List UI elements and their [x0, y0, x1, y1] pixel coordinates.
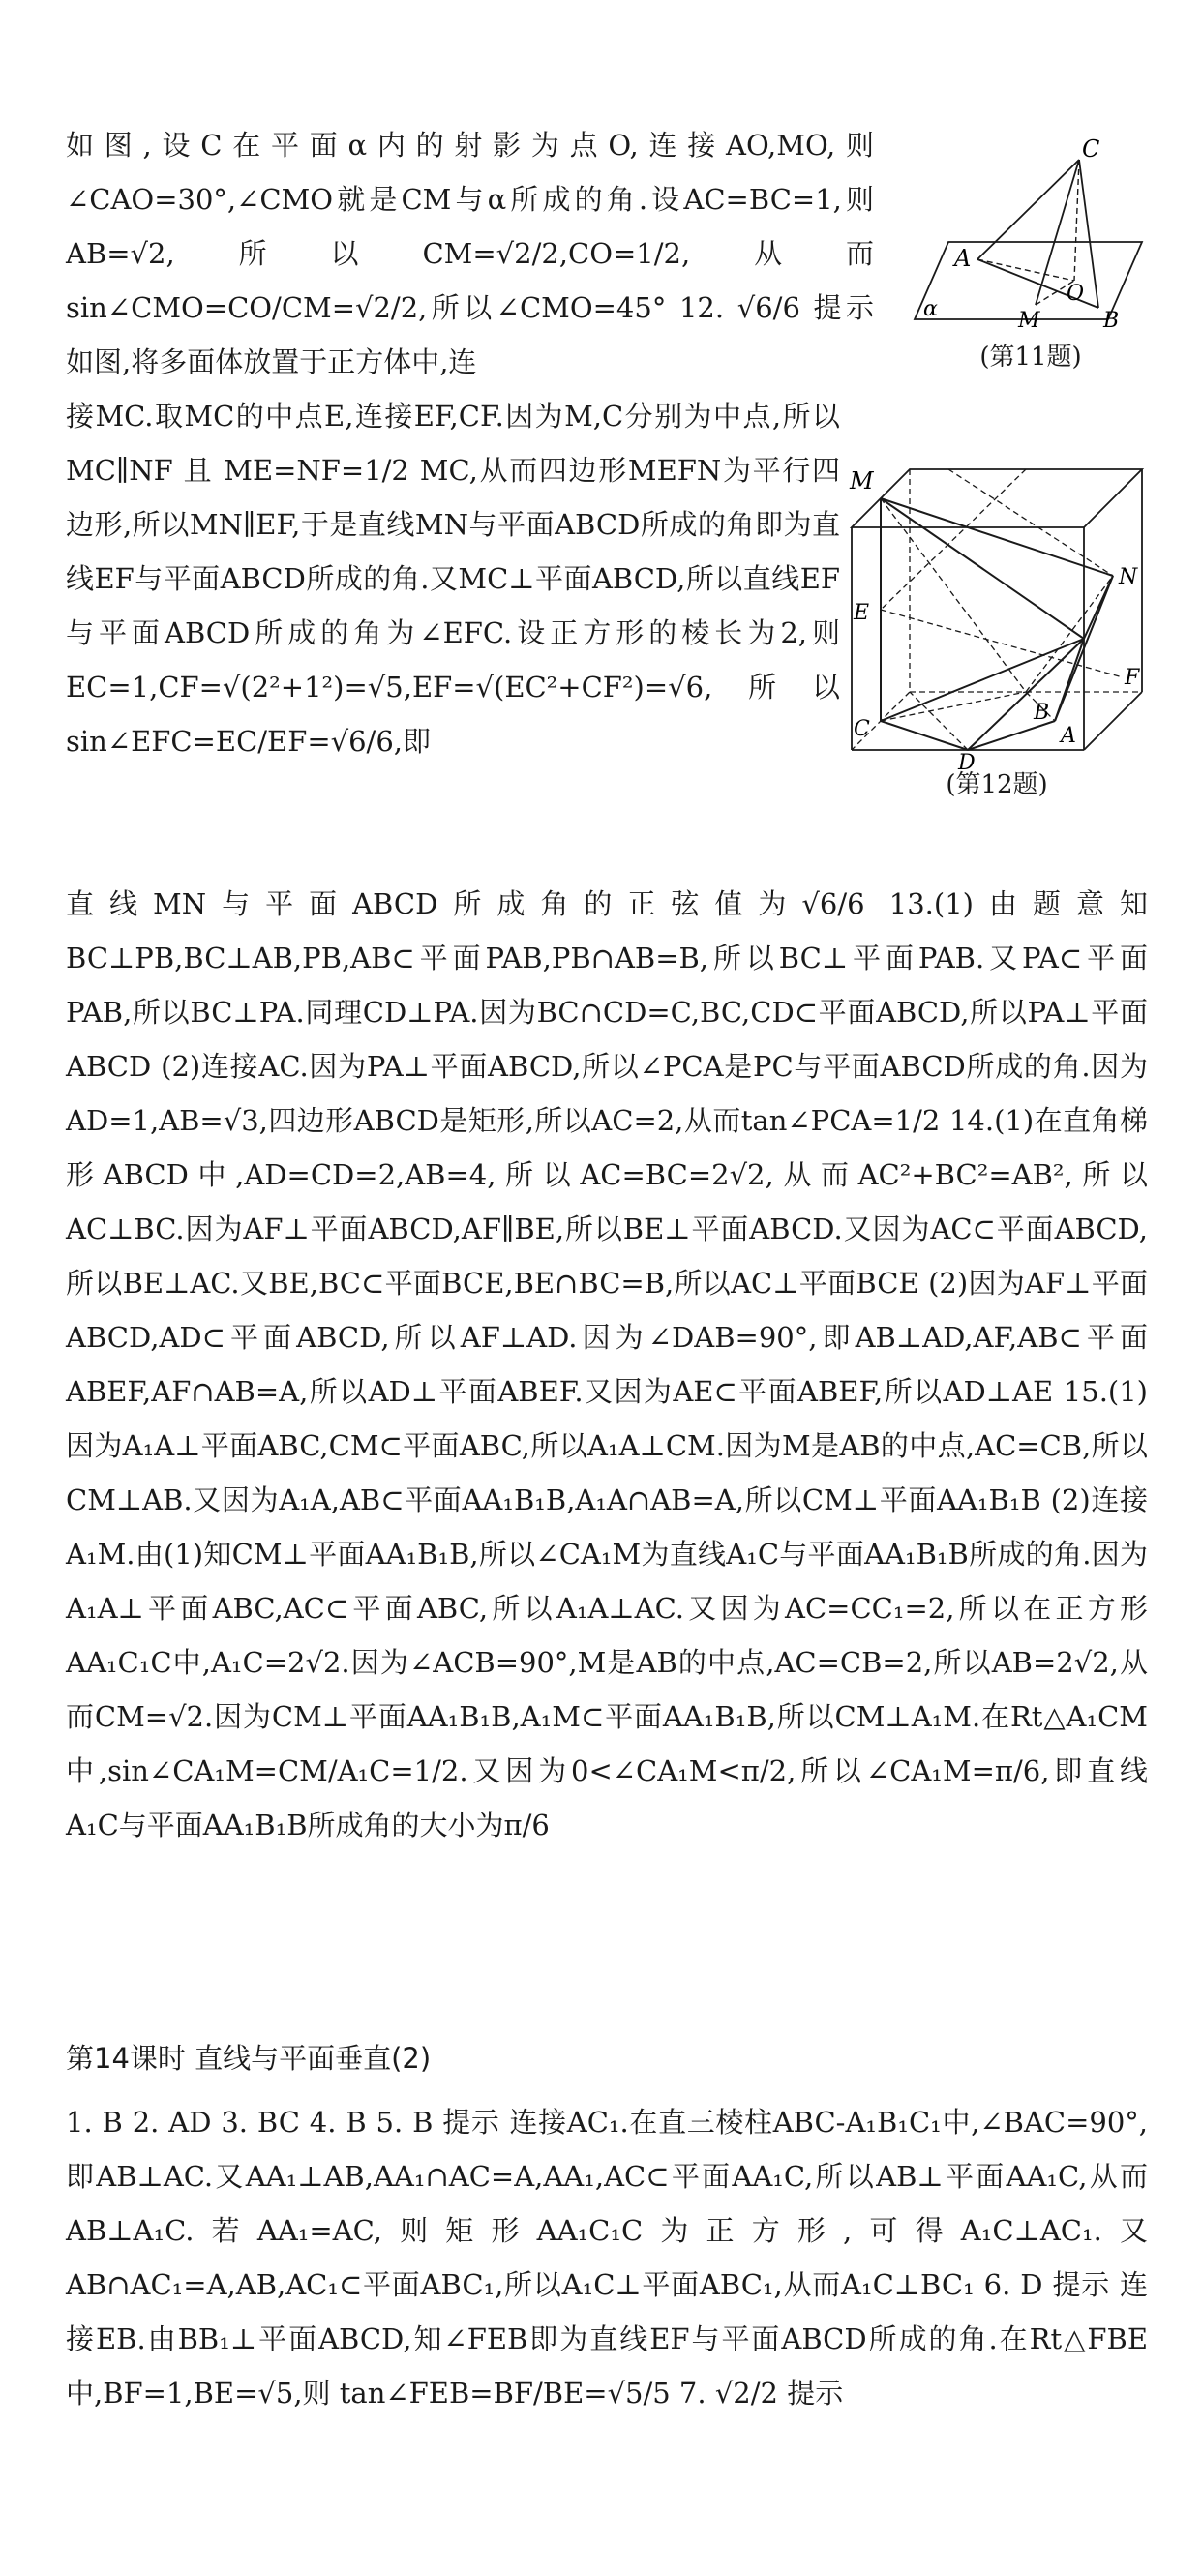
figure-12-caption: (第12题) — [946, 770, 1048, 799]
label-F: F — [1125, 666, 1140, 690]
label-C: C — [854, 717, 870, 741]
label-A: A — [1061, 724, 1076, 748]
solution-12-text: 接MC.取MC的中点E,连接EF,CF.因为M,C分别为中点,所以 MC∥NF 且 ME=NF=1/2 MC,从而四边形MEFN为平行四边形,所以MN∥EF,于是直线MN与平面ABCD所成的角即为直线EF与平面ABCD所成的角.又MC⊥平面ABCD,所以直线EF与平面ABCD所成的角为∠EFC.设正方形的棱长为2,则EC=1,CF=√(2²+1²)=√5,EF=√(EC²+CF²)=√6,所以 sin∠EFC=EC/EF=√6/6,即 — [66, 400, 840, 758]
lesson-heading: 第14课时 直线与平面垂直(2) — [66, 2042, 432, 2075]
label-O: O — [1067, 282, 1085, 306]
label-B: B — [1103, 309, 1120, 329]
figure-11 — [910, 135, 1152, 329]
label-N: N — [1119, 565, 1138, 589]
label-M: M — [1018, 309, 1040, 329]
label-D: D — [958, 751, 976, 769]
label-A: A — [954, 245, 972, 272]
figure-11-caption: (第11题) — [979, 343, 1082, 372]
lesson-14-answers-text: 1. B 2. AD 3. BC 4. B 5. B 提示 连接AC₁.在直三棱柱ABC-A₁B₁C₁中,∠BAC=90°,即AB⊥AC.又AA₁⊥AB,AA₁∩AC=A,AA₁,AC⊂平面AA₁C,所以AB⊥平面AA₁C,从而AB⊥A₁C.若AA₁=AC,则矩形AA₁C₁C为正方形,可得A₁C⊥AC₁.又AB∩AC₁=A,AB,AC₁⊂平面ABC₁,所以A₁C⊥平面ABC₁,从而A₁C⊥BC₁ 6. D 提示 连接EB.由BB₁⊥平面ABCD,知∠FEB即为直线EF与平面ABCD所成的角.在Rt△FBE中,BF=1,BE=√5,则 tan∠FEB=BF/BE=√5/5 7. √2/2 提示 — [66, 2106, 1148, 2410]
label-M: M — [850, 467, 874, 494]
label-C: C — [1082, 135, 1100, 163]
label-B: B — [1034, 701, 1050, 725]
label-E: E — [854, 601, 870, 625]
solution-13-15-text: 直线MN与平面ABCD所成角的正弦值为√6/6 13.(1)由题意知BC⊥PB,BC⊥AB,PB,AB⊂平面PAB,PB∩AB=B,所以BC⊥平面PAB.又PA⊂平面PAB,所以BC⊥PA.同理CD⊥PA.因为BC∩CD=C,BC,CD⊂平面ABCD,所以PA⊥平面ABCD (2)连接AC.因为PA⊥平面ABCD,所以∠PCA是PC与平面ABCD所成的角.因为AD=1,AB=√3,四边形ABCD是矩形,所以AC=2,从而tan∠PCA=1/2 14.(1)在直角梯形ABCD中,AD=CD=2,AB=4,所以AC=BC=2√2,从而AC²+BC²=AB²,所以AC⊥BC.因为AF⊥平面ABCD,AF∥BE,所以BE⊥平面ABCD.又因为AC⊂平面ABCD,所以BE⊥AC.又BE,BC⊂平面BCE,BE∩BC=B,所以AC⊥平面BCE (2)因为AF⊥平面ABCD,AD⊂平面ABCD,所以AF⊥AD.因为∠DAB=90°,即AB⊥AD,AF,AB⊂平面ABEF,AF∩AB=A,所以AD⊥平面ABEF.又因为AE⊂平面ABEF,所以AD⊥AE 15.(1)因为A₁A⊥平面ABC,CM⊂平面ABC,所以A₁A⊥CM.因为M是AB的中点,AC=CB,所以CM⊥AB.又因为A₁A,AB⊂平面AA₁B₁B,A₁A∩AB=A,所以CM⊥平面AA₁B₁B (2)连接A₁M.由(1)知CM⊥平面AA₁B₁B,所以∠CA₁M为直线A₁C与平面AA₁B₁B所成的角.因为A₁A⊥平面ABC,AC⊂平面ABC,所以A₁A⊥AC.又因为AC=CC₁=2,所以在正方形AA₁C₁C中,A₁C=2√2.因为∠ACB=90°,M是AB的中点,AC=CB=2,所以AB=2√2,从而CM=√2.因为CM⊥平面AA₁B₁B,A₁M⊂平面AA₁B₁B,所以CM⊥A₁M.在Rt△A₁CM中,sin∠CA₁M=CM/A₁C=1/2.又因为0<∠CA₁M<π/2,所以∠CA₁M=π/6,即直线A₁C与平面AA₁B₁B所成角的大小为π/6 — [66, 887, 1148, 1842]
label-alpha: α — [923, 297, 938, 321]
figure-12 — [832, 460, 1152, 769]
solution-11-text: 如图,设C在平面α内的射影为点O,连接AO,MO,则∠CAO=30°,∠CMO就是CM与α所成的角.设AC=BC=1,则AB=√2,所以CM=√2/2,CO=1/2,从而 sin∠CMO=CO/CM=√2/2,所以∠CMO=45° 12. √6/6 提示 如图,将多面体放置于正方体中,连 — [66, 129, 874, 378]
